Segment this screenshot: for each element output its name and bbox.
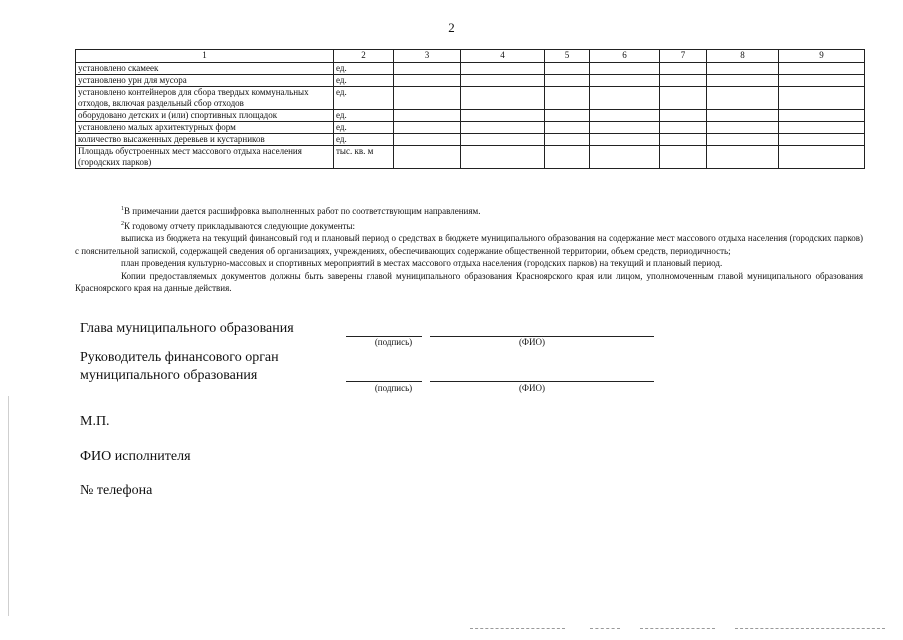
table-cell bbox=[707, 122, 779, 134]
scan-edge-mark bbox=[640, 628, 715, 629]
column-header: 1 bbox=[76, 50, 334, 63]
table-cell bbox=[545, 110, 590, 122]
footnote-marker: 2 bbox=[121, 220, 124, 227]
table-cell bbox=[545, 87, 590, 110]
document-item-events-plan: план проведения культурно-массовых и спортивных мероприятий в местах массового отдыха населения (городских парков) на текущий и плановый период. bbox=[121, 258, 723, 268]
column-header: 9 bbox=[779, 50, 865, 63]
head-name-caption: (ФИО) bbox=[518, 337, 546, 347]
table-cell bbox=[590, 75, 660, 87]
table-row bbox=[76, 63, 865, 75]
document-item-budget-extract: выписка из бюджета на текущий финансовый год и плановый период о средствах в бюджете муниципального образования на содержание мест массового отдыха населения (городских парков) с пояснительной запиской, содержащей сведения об организациях, учреждениях, обеспечивающих содержание общественной территории, объем средств, периодичность; bbox=[75, 233, 863, 256]
row-label: установлено малых архитектурных форм bbox=[76, 122, 334, 134]
table-cell bbox=[660, 75, 707, 87]
table-cell bbox=[545, 75, 590, 87]
table-cell bbox=[707, 87, 779, 110]
table-cell bbox=[461, 63, 545, 75]
table-cell bbox=[660, 122, 707, 134]
table-cell bbox=[707, 63, 779, 75]
table-row bbox=[76, 146, 865, 169]
row-unit: ед. bbox=[334, 122, 394, 134]
finance-signature-label-line2: муниципального образования bbox=[80, 368, 258, 383]
finance-signature-line bbox=[346, 381, 422, 382]
row-label: установлено урн для мусора bbox=[76, 75, 334, 87]
table-cell bbox=[707, 75, 779, 87]
table-cell bbox=[461, 87, 545, 110]
row-unit: ед. bbox=[334, 87, 394, 110]
finance-name-line bbox=[430, 381, 654, 382]
row-unit: ед. bbox=[334, 110, 394, 122]
table-cell bbox=[707, 134, 779, 146]
scan-edge-mark bbox=[470, 628, 565, 629]
table-cell bbox=[461, 75, 545, 87]
table-cell bbox=[590, 63, 660, 75]
table-cell bbox=[394, 134, 461, 146]
row-unit: тыс. кв. м bbox=[334, 146, 394, 169]
table-cell bbox=[779, 75, 865, 87]
table-cell bbox=[394, 122, 461, 134]
table-cell bbox=[545, 134, 590, 146]
footnote-text: В примечании дается расшифровка выполненных работ по соответствующим направлениям. bbox=[124, 206, 481, 216]
table-cell bbox=[779, 134, 865, 146]
table-cell bbox=[779, 110, 865, 122]
phone-label: № телефона bbox=[80, 483, 153, 498]
footnote-1 bbox=[75, 203, 863, 218]
column-header: 3 bbox=[394, 50, 461, 63]
table-cell bbox=[394, 87, 461, 110]
scan-edge-mark bbox=[735, 628, 885, 629]
scan-edge-mark bbox=[590, 628, 620, 629]
table-cell bbox=[707, 146, 779, 169]
footnotes bbox=[75, 203, 863, 295]
footnote-text: К годовому отчету прикладываются следующие документы: bbox=[124, 220, 356, 231]
row-label: Площадь обустроенных мест массового отдыха населения (городских парков) bbox=[76, 146, 334, 169]
row-label: установлено контейнеров для сбора твердых коммунальных отходов, включая раздельный сбор отходов bbox=[76, 87, 334, 110]
row-label: количество высаженных деревьев и кустарников bbox=[76, 134, 334, 146]
page-number: 2 bbox=[448, 20, 455, 35]
table-cell bbox=[590, 110, 660, 122]
scan-edge-mark bbox=[8, 396, 9, 616]
executor-label: ФИО исполнителя bbox=[80, 449, 191, 464]
column-header: 6 bbox=[590, 50, 660, 63]
report-table bbox=[75, 49, 865, 169]
table-cell bbox=[545, 146, 590, 169]
table-cell bbox=[660, 134, 707, 146]
table-cell bbox=[660, 146, 707, 169]
table-row bbox=[76, 122, 865, 134]
table-header bbox=[76, 50, 865, 63]
table-cell bbox=[779, 146, 865, 169]
table-cell bbox=[394, 146, 461, 169]
finance-signature-label-line1: Руководитель финансового орган bbox=[80, 350, 279, 365]
table-row bbox=[76, 110, 865, 122]
column-header: 2 bbox=[334, 50, 394, 63]
table-cell bbox=[461, 146, 545, 169]
head-signature-caption: (подпись) bbox=[374, 337, 413, 347]
footnote-marker: 1 bbox=[121, 206, 124, 212]
stamp-label: М.П. bbox=[80, 414, 110, 429]
table-cell bbox=[545, 122, 590, 134]
head-signature-label: Глава муниципального образования bbox=[80, 321, 294, 336]
table-cell bbox=[394, 63, 461, 75]
table-cell bbox=[660, 110, 707, 122]
table-cell bbox=[394, 110, 461, 122]
row-unit: ед. bbox=[334, 63, 394, 75]
table-cell bbox=[545, 63, 590, 75]
table-cell bbox=[779, 122, 865, 134]
row-unit: ед. bbox=[334, 75, 394, 87]
table-cell bbox=[707, 110, 779, 122]
table-row bbox=[76, 87, 865, 110]
column-header: 5 bbox=[545, 50, 590, 63]
table-cell bbox=[660, 63, 707, 75]
table-cell bbox=[461, 110, 545, 122]
row-unit: ед. bbox=[334, 134, 394, 146]
table-cell bbox=[590, 122, 660, 134]
table-cell bbox=[461, 122, 545, 134]
table-cell bbox=[779, 87, 865, 110]
table-row bbox=[76, 75, 865, 87]
row-label: установлено скамеек bbox=[76, 63, 334, 75]
column-header: 7 bbox=[660, 50, 707, 63]
copies-certification-note: Копии предоставляемых документов должны быть заверены главой муниципального образования Красноярского края или лицом, уполномоченным главой муниципального образования Красноярского края на данные действия. bbox=[75, 270, 863, 293]
table-cell bbox=[394, 75, 461, 87]
column-header: 8 bbox=[707, 50, 779, 63]
table-cell bbox=[590, 87, 660, 110]
finance-signature-caption: (подпись) bbox=[374, 383, 413, 393]
table-cell bbox=[590, 134, 660, 146]
row-label: оборудовано детских и (или) спортивных площадок bbox=[76, 110, 334, 122]
table-row bbox=[76, 134, 865, 146]
column-header: 4 bbox=[461, 50, 545, 63]
finance-name-caption: (ФИО) bbox=[518, 383, 546, 393]
table-cell bbox=[660, 87, 707, 110]
table-cell bbox=[590, 146, 660, 169]
table-cell bbox=[779, 63, 865, 75]
table-cell bbox=[461, 134, 545, 146]
footnote-2 bbox=[75, 218, 863, 233]
